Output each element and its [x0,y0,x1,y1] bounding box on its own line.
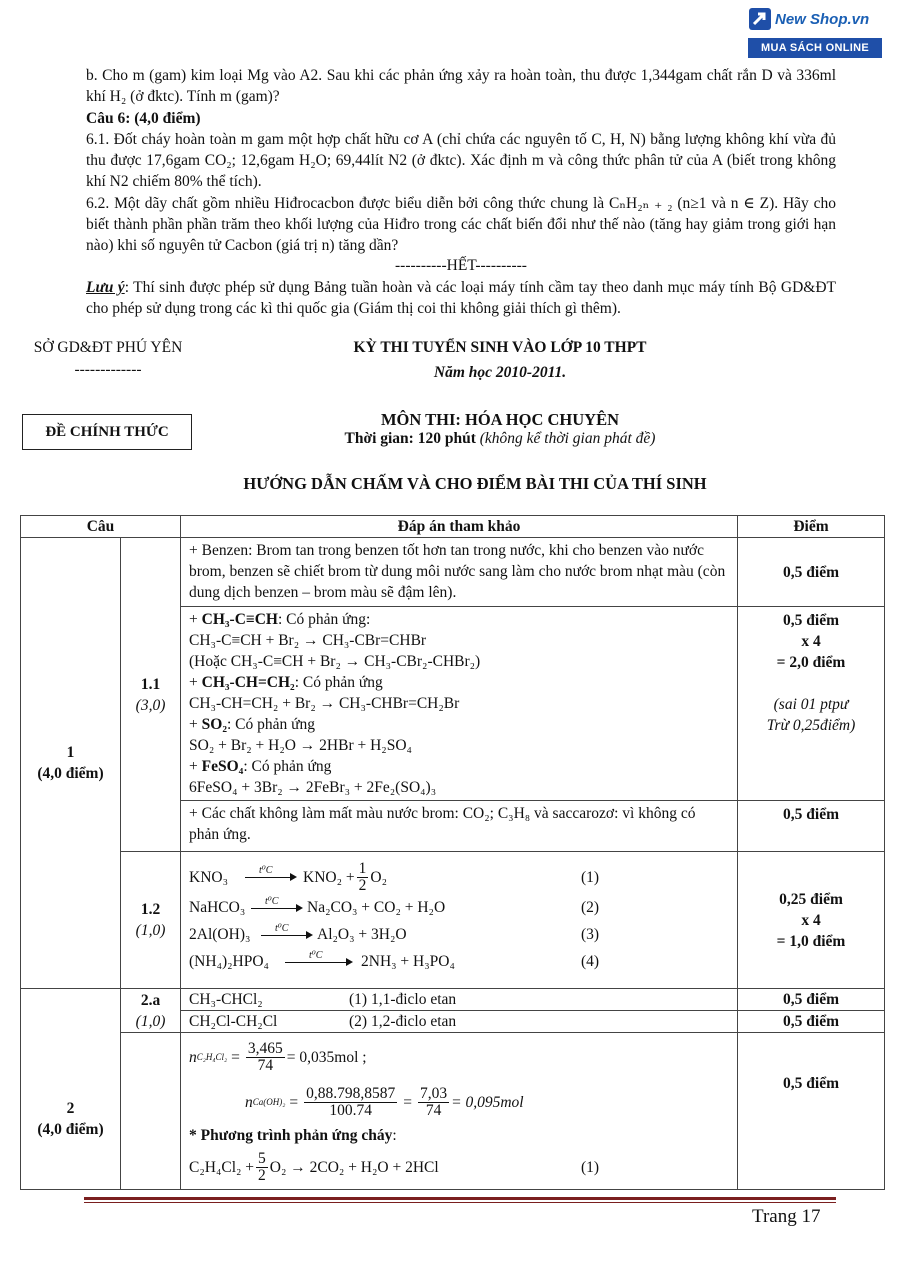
isomer-2-name: (2) 1,2-điclo etan [349,1013,457,1030]
mole-result-1: = 0,035mol ; [286,1048,367,1066]
table-row [21,852,885,989]
propene-tail: : Có phản ứng [294,674,383,691]
answer-decomposition [181,852,738,989]
points-line-3: = 2,0 điểm [776,654,846,671]
question-1-points: (4,0 điểm) [37,765,104,782]
logo-tagline: MUA SÁCH ONLINE [748,38,882,58]
mole-symbol-2: n [245,1093,253,1111]
feso4-tail: : Có phản ứng [243,758,332,775]
eq4-reactant: (NH₄)₂HPO₄ [189,953,269,970]
table-row [21,989,885,1011]
mole-fraction-1 [246,1041,285,1074]
answer-isomer-1 [181,989,738,1011]
subject: MÔN THI: HÓA HỌC CHUYÊN [380,410,620,429]
mole-subscript-1: C₂H₄Cl₂ [196,1051,228,1062]
eq3-reactant: 2Al(OH)₃ [189,926,251,943]
mole-result-2: = 0,095mol [451,1093,524,1111]
points-mole-calculation: 0,5 điểm [738,1033,885,1190]
points-benzen: 0,5 điểm [738,538,885,607]
combustion-reactant: C₂H₄Cl₂ + [189,1158,255,1176]
combustion-products: O₂ → 2CO₂ + H₂O + 2HCl [269,1158,439,1176]
points-line-3: = 1,0 điểm [776,932,846,950]
subquestion-1-1-points: (3,0) [135,696,166,714]
points-line-1: 0,25 điểm [779,890,843,908]
exam-note [86,277,836,319]
heat-arrow-icon [285,949,353,969]
heat-condition: t⁰C [265,895,279,907]
school-year: Năm học 2010-2011. [433,364,567,381]
mole-den-1: 74 [257,1056,274,1074]
col-header-answer: Đáp án tham khảo [181,516,738,538]
answer-mole-calculation: n C₂H₄Cl₂ = $\frac{3,465}{74}$ = 0,035mol ; n Ca(OH)₂ = $\frac{0,88.798,8587}{100.74}$ = $\frac{7,03}{74}$ = 0,095mol * Phương trình phản ứng cháy: C₂H₄Cl₂ + $\frac{5}{2}$ O₂ → 2CO₂ + H₂O + 2HCl (1) [181,1033,738,1190]
points-no-reaction: 0,5 điểm [738,801,885,852]
combustion-den: 2 [258,1166,266,1184]
answer-benzen: + Benzen: Brom tan trong benzen tốt hơn tan trong nước, khi cho benzen vào nước brom, benzen sẽ chiết brom từ dung môi nước sang làm cho nước brom nhạt màu (còn dung dịch benzen – brom màu sẽ đậm lên). [181,538,738,607]
points-isomer-2: 0,5 điểm [738,1011,885,1033]
isomer-1-formula: CH₃-CHCl₂ [189,991,263,1008]
note-label: Lưu ý [86,279,125,296]
subquestion-1-1-cell [121,538,181,852]
subquestion-1-2-cell [121,852,181,989]
mole-subscript-2: Ca(OH)₂ [252,1096,286,1107]
mole-den-2: 100.74 [329,1101,373,1119]
question-2-cell [21,989,121,1190]
question-5b: b. Cho m (gam) kim loại Mg vào A2. Sau khi các phản ứng xảy ra hoàn toàn, thu được 1,344gam chất rắn D và 336ml khí H₂ (ở đktc). Tính m (gam)? [86,67,836,105]
newshop-logo [748,6,882,58]
heat-arrow-icon [251,895,303,915]
subquestion-1-2-label: 1.2 [140,901,161,918]
answer-isomer-2 [181,1011,738,1033]
propyne-label: CH₃-C≡CH [201,611,278,628]
eq3-number: (3) [580,926,600,943]
heat-condition: t⁰C [309,949,323,961]
mole-num-3: 7,03 [420,1084,448,1102]
eq4-products: 2NH₃ + H₃PO₄ [361,953,455,970]
mole-num-1: 3,465 [247,1039,283,1057]
points-line-2: x 4 [801,633,821,650]
question-6-1: 6.1. Đốt cháy hoàn toàn m gam một hợp chất hữu cơ A (chỉ chứa các nguyên tố C, H, N) bằng lượng không khí vừa đủ thu được 17,6gam CO₂; 12,6gam H₂O; 69,44lít N2 (ở đktc). Xác định m và công thức phân tử của A (biết trong không khí N2 chiếm 80% thể tích). [86,131,836,190]
eq1-fraction [357,861,369,894]
heat-condition: t⁰C [259,865,273,876]
end-marker: ----------HẾT---------- [395,257,527,274]
subquestion-2a-points: (1,0) [135,1012,166,1030]
mole-fraction-3 [418,1086,449,1119]
exam-time [260,430,740,448]
empty-sub-cell [121,1033,181,1190]
feso4-equation: 6FeSO₄ + 3Br₂ → 2FeBr₃ + 2Fe₂(SO₄)₃ [189,779,437,796]
question-6-title: Câu 6: (4,0 điểm) [86,110,201,127]
propyne-tail: : Có phản ứng: [277,611,371,628]
subquestion-2a-cell [121,989,181,1033]
answer-bromine-reactions: + CH₃-C≡CH: Có phản ứng: CH₃-C≡CH + Br₂ → CH₃-CBr=CHBr (Hoặc CH₃-C≡CH + Br₂ → CH₃-CBr₂-CHBr₂) + CH₃-CH=CH₂: Có phản ứng CH₃-CH=CH₂ + Br₂ → CH₃-CHBr=CH₂Br + SO₂: Có phản ứng SO₂ + Br₂ + H₂O → 2HBr + H₂SO₄ + FeSO₄: Có phản ứng 6FeSO₄ + 3Br₂ → 2FeBr₃ + 2Fe₂(SO₄)₃ [181,607,738,801]
eq3-products: Al₂O₃ + 3H₂O [317,926,407,943]
question-2-points: (4,0 điểm) [37,1121,104,1138]
department: SỞ GD&ĐT PHÚ YÊN [33,339,183,356]
isomer-2-formula: CH₂Cl-CH₂Cl [189,1013,278,1030]
eq2-products: Na₂CO₃ + CO₂ + H₂O [307,899,446,916]
combustion-title-text: * Phương trình phản ứng cháy [189,1127,393,1144]
table-row [21,1033,885,1190]
col-header-points: Điểm [738,516,885,538]
so2-equation: SO₂ + Br₂ + H₂O → 2HBr + H₂SO₄ [189,737,412,754]
propene-label: CH₃-CH=CH₂ [201,674,295,691]
points-line-1: 0,5 điểm [783,612,839,629]
so2-label: SO₂ [201,716,227,733]
combustion-num: 5 [258,1149,266,1167]
eq1-tail: O₂ [370,868,387,886]
propyne-equation: CH₃-C≡CH + Br₂ → CH₃-CBr=CHBr [189,632,427,649]
official-exam-badge: ĐỀ CHÍNH THỨC [22,414,192,450]
time-note: (không kể thời gian phát đề) [479,430,656,447]
combustion-number: (1) [580,1158,600,1176]
department-underline: ------------- [74,361,142,378]
eq1-reactant: KNO₃ [189,868,229,886]
combustion-fraction [256,1151,268,1184]
logo-name: New Shop.vn [775,10,870,28]
mole-num-2: 0,88.798,8587 [306,1084,396,1102]
mole-den-3: 74 [425,1101,442,1119]
eq1-products: KNO₂ + [303,868,355,886]
so2-tail: : Có phản ứng [226,716,316,733]
points-note-1: (sai 01 ptpư [773,696,849,713]
combustion-title: * Phương trình phản ứng cháy: [189,1127,397,1144]
subquestion-2a-label: 2.a [140,991,161,1009]
eq2-number: (2) [580,899,600,916]
eq2-reactant: NaHCO₃ [189,899,246,916]
heat-arrow-icon [261,922,313,942]
time-label: Thời gian: 120 phút [344,430,476,447]
answer-no-reaction: + Các chất không làm mất màu nước brom: CO₂; C₃H₈ và saccarozơ: vì không có phản ứng. [181,801,738,852]
question-1-label: 1 [66,744,75,761]
mole-fraction-2 [304,1086,397,1119]
footer-rule-thin [84,1202,836,1203]
grading-guide-title: HƯỚNG DẪN CHẤM VÀ CHO ĐIỂM BÀI THI CỦA THÍ SINH [243,474,707,493]
propene-equation: CH₃-CH=CH₂ + Br₂ → CH₃-CHBr=CH₂Br [189,695,460,712]
table-header-row [21,516,885,538]
eq4-number: (4) [580,953,600,970]
subquestion-1-2-points: (1,0) [135,922,166,939]
points-isomer-1: 0,5 điểm [738,989,885,1011]
isomer-1-name: (1) 1,1-điclo etan [349,991,457,1008]
note-text: : Thí sinh được phép sử dụng Bảng tuần hoàn và các loại máy tính cầm tay theo danh mục máy tính Bộ GD&ĐT cho phép sử dụng trong các kì thi quốc gia (Giám thị coi thi không giải thích gì thêm). [86,279,836,317]
eq1-num: 1 [358,859,367,877]
question-6-2: 6.2. Một dãy chất gồm nhiều Hiđrocacbon được biểu diễn bởi công thức chung là CₙH₂ₙ ₊ ₂ (n≥1 và n ∈ Z). Hãy cho biết thành phần phần trăm theo khối lượng của Hiđro trong các chất biến đổi như thế nào (tăng hay giảm trong giới hạn nào) khi số nguyên tử Cacbon (giá trị n) tăng dần? [86,195,836,254]
eq1-number: (1) [580,868,600,886]
newshop-arrow-icon [748,7,772,31]
heat-arrow-icon [245,865,297,884]
points-line-2: x 4 [801,911,821,929]
exam-name: KỲ THI TUYỂN SINH VÀO LỚP 10 THPT [353,339,647,356]
heat-condition: t⁰C [275,922,289,934]
footer-rule [84,1197,836,1200]
eq1-den: 2 [358,876,367,894]
grading-table [20,515,885,1190]
col-header-question: Câu [21,516,181,538]
propyne-equation-alt: (Hoặc CH₃-C≡CH + Br₂ → CH₃-CBr₂-CHBr₂) [189,653,481,670]
points-decomposition [738,852,885,989]
page-number: Trang 17 [752,1206,821,1227]
points-note-2: Trừ 0,25điểm) [766,717,856,734]
points-bromine-reactions [738,607,885,801]
mole-symbol-1: n [189,1048,197,1066]
feso4-label: FeSO₄ [201,758,244,775]
question-2-label: 2 [66,1100,75,1117]
table-row [21,538,885,607]
subquestion-1-1-label: 1.1 [140,675,161,693]
question-1-cell [21,538,121,989]
